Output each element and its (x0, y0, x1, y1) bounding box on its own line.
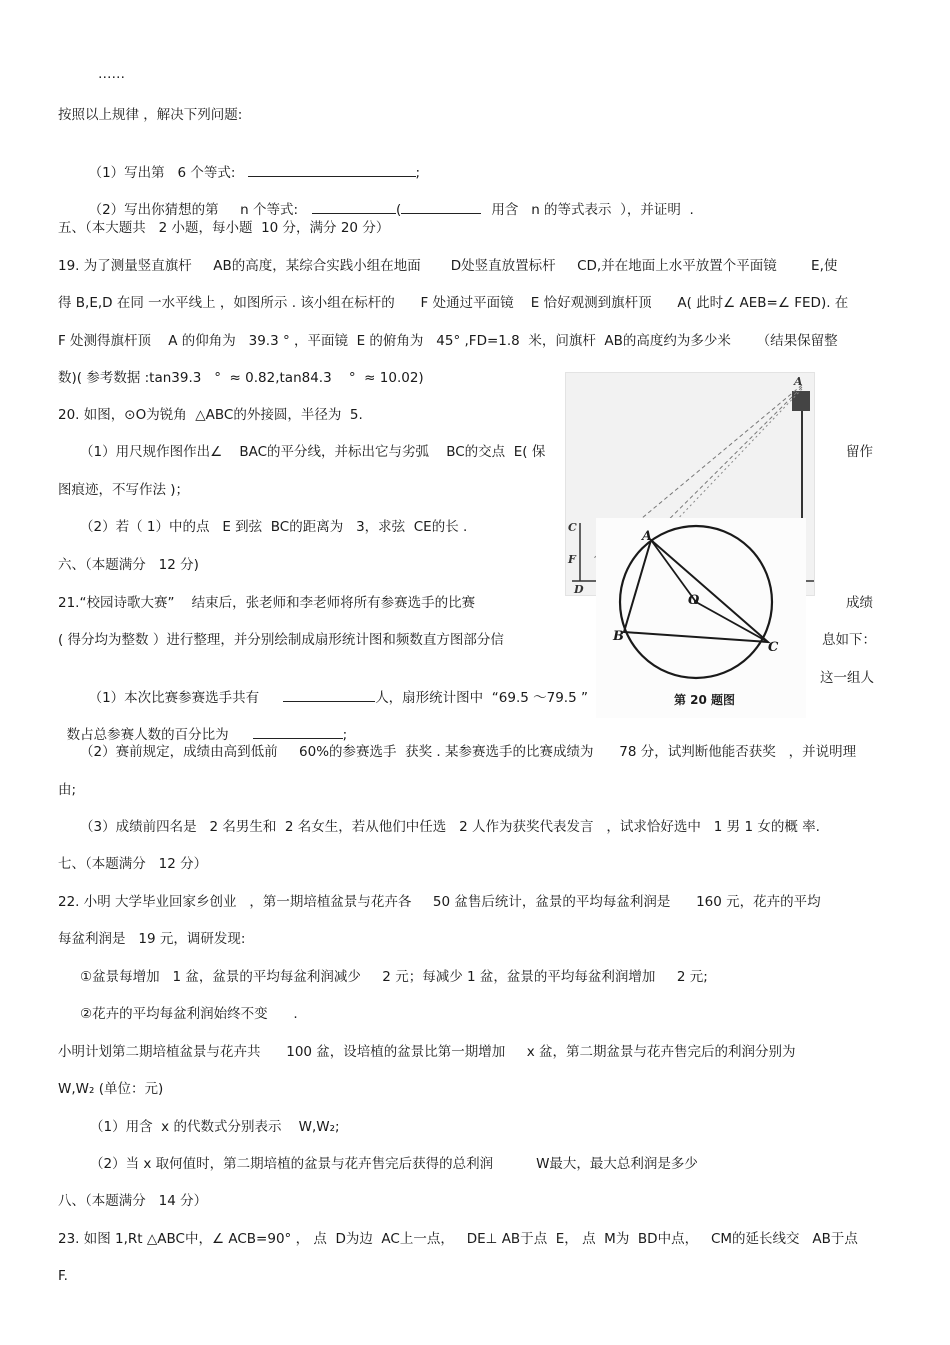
problem-21-line-1: 21.“校园诗歌大赛” 结束后，张老师和李老师将所有参赛选手的比赛 (58, 595, 476, 611)
fig20-label-b: B (613, 629, 624, 644)
problem-22-line-3: ①盆景每增加 1 盆，盆景的平均每盆利润减少 2 元；每减少 1 盆，盆景的平均每盆利润增加 2 元; (80, 969, 708, 985)
problem-21-line-3-right: 这一组人 (820, 670, 874, 686)
problem-22-line-7: （1）用含 x 的代数式分别表示 W,W₂; (90, 1119, 340, 1135)
question-2 (80, 181, 694, 219)
circle-figure (596, 518, 806, 718)
question-2-text: （2）写出你猜想的第 n 个等式: (88, 202, 299, 218)
problem-20-line-1: 20. 如图，⊙O为锐角 △ABC的外接圆，半径为 5. (58, 407, 363, 423)
question-1-end: ; (415, 165, 421, 181)
section-6-heading: 六、（本题满分 12 分) (58, 557, 199, 573)
fig19-label-c: C (568, 521, 577, 534)
question-1-text: （1）写出第 6 个等式: (88, 165, 236, 181)
problem-20-line-3: 图痕迹，不写作法 )； (58, 482, 190, 498)
problem-21-line-2: ( 得分均为整数 ）进行整理，并分别绘制成扇形统计图和频数直方图部分信 (58, 632, 504, 648)
fig20-label-c: C (768, 640, 779, 655)
fig20-label-o: O (688, 593, 700, 608)
problem-20-line-4: （2）若（ 1）中的点 E 到弦 BC的距离为 3，求弦 CE的长 . (80, 519, 468, 535)
problem-21-line-4 (58, 706, 347, 744)
question-1 (80, 144, 420, 182)
problem-21-line-3 (80, 669, 588, 707)
problem-21-line-7: （3）成绩前四名是 2 名男生和 2 名女生，若从他们中任选 2 人作为获奖代表发言 ，试求恰好选中 1 男 1 女的概 率. (80, 819, 820, 835)
problem-19-line-1: 19. 为了测量竖直旗杆 AB的高度，某综合实践小组在地面 D处竖直放置标杆 CD,并在地面上水平放置个平面镜 E,使 (58, 258, 838, 274)
problem-21-line-1-right: 成绩 (846, 595, 873, 611)
problem-20-line-2-right: 留作 (846, 444, 873, 460)
section-5-heading: 五、（本大题共 2 小题，每小题 10 分，满分 20 分） (58, 220, 390, 236)
fig19-label-d: D (574, 583, 584, 595)
problem-20-line-2: （1）用尺规作图作出∠ BAC的平分线，并标出它与劣弧 BC的交点 E( 保 (80, 444, 546, 460)
section-8-heading: 八、（本题满分 14 分） (58, 1193, 208, 1209)
problem-22-line-2: 每盆利润是 19 元，调研发现: (58, 931, 246, 947)
problem-19-line-4: 数)( 参考数据 :tan39.3 ° ≈ 0.82,tan84.3 ° ≈ 10.02) (58, 370, 424, 386)
answer-blank-3[interactable] (401, 199, 481, 214)
fig19-label-f: F (568, 553, 576, 566)
problem-23-line-1: 23. 如图 1,Rt △ABC中，∠ ACB=90° ， 点 D为边 AC上一点， DE⊥ AB于点 E， 点 M为 BD中点， CM的延长线交 AB于点 (58, 1231, 858, 1247)
fig19-label-a: A (794, 375, 803, 388)
problem-21-line-6: 由; (58, 782, 77, 798)
question-2-paren: ( (396, 202, 402, 218)
answer-blank-2[interactable] (312, 199, 396, 214)
problem-21-q1-text-b: 人，扇形统计图中 “69.5 ～79.5 ” (375, 690, 588, 706)
answer-blank-percent[interactable] (253, 724, 343, 739)
problem-22-line-8: （2）当 x 取何值时，第二期培植的盆景与花卉售完后获得的总利润 W最大，最大总利润是多少 (90, 1156, 698, 1172)
problem-23-line-2: F. (58, 1268, 68, 1284)
fig20-caption: 第 20 题图 (674, 693, 736, 707)
instruction-text: 按照以上规律 ，解决下列问题: (58, 107, 243, 123)
problem-22-line-5: 小明计划第二期培植盆景与花卉共 100 盆，设培植的盆景比第一期增加 x 盆，第二期盆景与花卉售完后的利润分别为 (58, 1044, 796, 1060)
problem-21-q1-text: （1）本次比赛参赛选手共有 (88, 690, 260, 706)
problem-22-line-1: 22. 小明 大学毕业回家乡创业 ，第一期培植盆景与花卉各 50 盆售后统计，盆景的平均每盆利润是 160 元，花卉的平均 (58, 894, 821, 910)
fig20-label-a: A (642, 529, 653, 544)
problem-19-line-2: 得 B,E,D 在同 一水平线上 ，如图所示 . 该小组在标杆的 F 处通过平面镜 E 恰好观测到旗杆顶 A( 此时∠ AEB=∠ FED). 在 (58, 295, 849, 311)
answer-blank-participants[interactable] (283, 687, 375, 702)
circle-drawing (596, 518, 806, 718)
continuation-dots: …… (98, 66, 125, 82)
problem-21-line-5: （2）赛前规定，成绩由高到低前 60%的参赛选手 获奖 . 某参赛选手的比赛成绩为 78 分，试判断他能否获奖 ，并说明理 (80, 744, 857, 760)
problem-22-line-4: ②花卉的平均每盆利润始终不变 . (80, 1006, 298, 1022)
problem-22-line-6: W,W₂ (单位：元) (58, 1081, 164, 1097)
section-7-heading: 七、（本题满分 12 分） (58, 856, 208, 872)
problem-19-line-3: F 处测得旗杆顶 A 的仰角为 39.3 ° ，平面镜 E 的俯角为 45° ,FD=1.8 米，问旗杆 AB的高度约为多少米 （结果保留整 (58, 333, 838, 349)
problem-21-line-2-right: 息如下： (822, 632, 876, 648)
problem-21-q1-end: ; (342, 727, 348, 743)
problem-21-q1-percent-text: 数占总参赛人数的百分比为 (66, 727, 229, 743)
answer-blank-1[interactable] (248, 162, 416, 177)
question-2-hint: 用含 n 的等式表示 ），并证明 . (491, 202, 694, 218)
